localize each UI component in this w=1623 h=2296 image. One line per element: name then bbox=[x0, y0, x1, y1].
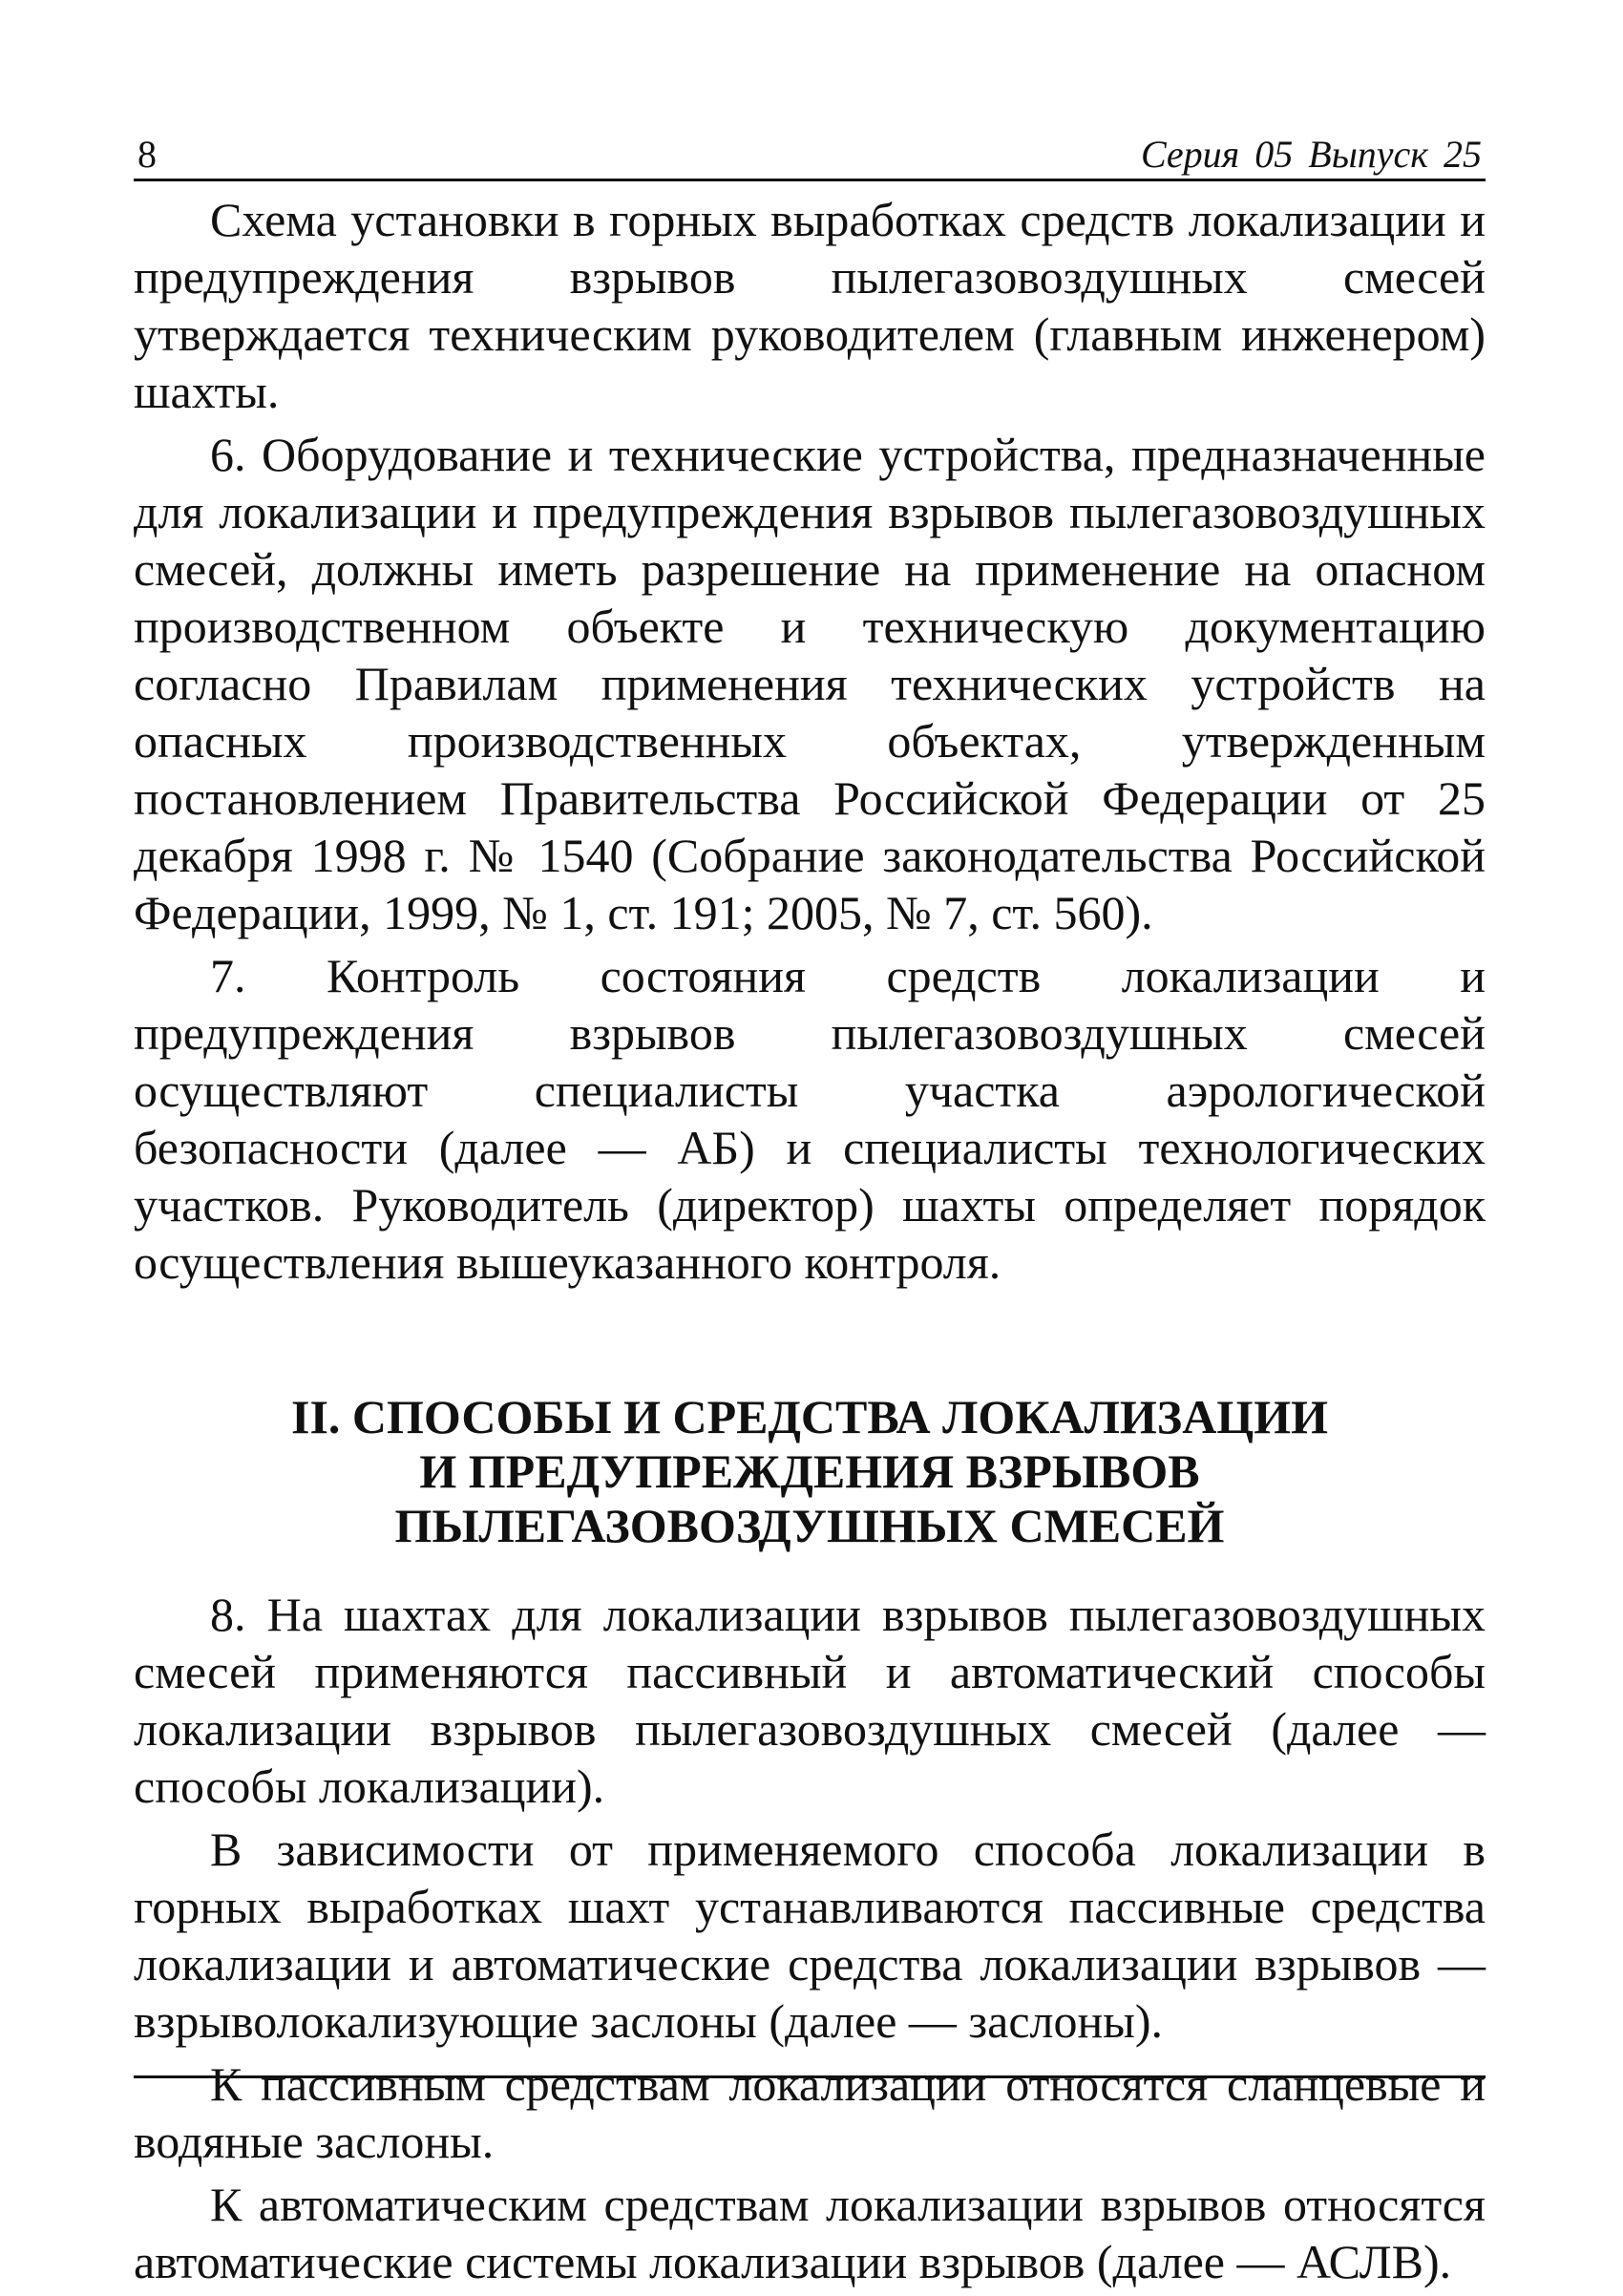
running-header bbox=[134, 129, 1486, 181]
paragraph-passive: К пассивным средствам локализации относятся сланцевые и водяные заслоны. bbox=[134, 2057, 1486, 2168]
series-issue-label: Серия 05 Выпуск 25 bbox=[1140, 133, 1482, 176]
section-heading-line: И ПРЕДУПРЕЖДЕНИЯ ВЗРЫВОВ bbox=[419, 1444, 1200, 1498]
paragraph-8: 8. На шахтах для локализации взрывов пылегазовоздушных смесей применяются пассивный и автоматический способы локализации взрывов пылегазовоздушных смесей (далее — способы локализации). bbox=[134, 1588, 1486, 1813]
paragraph-automatic: К автоматическим средствам локализации взрывов относятся автоматические системы локализации взрывов (далее — АСЛВ). bbox=[134, 2178, 1486, 2288]
document-page bbox=[134, 129, 1486, 2296]
paragraph-depending: В зависимости от применяемого способа локализации в горных выработках шахт устанавливаются пассивные средства локализации и автоматические средства локализации взрывов — взрыволокализующие заслоны (далее — заслоны). bbox=[134, 1822, 1486, 2048]
section-heading-line: ПЫЛЕГАЗОВОЗДУШНЫХ СМЕСЕЙ bbox=[394, 1499, 1225, 1552]
section-heading-line: II. СПОСОБЫ И СРЕДСТВА ЛОКАЛИЗАЦИИ bbox=[291, 1390, 1328, 1443]
paragraph-7: 7. Контроль состояния средств локализации и предупреждения взрывов пылегазовоздушных смесей осуществляют специалисты участка аэрологической безопасности (далее — АБ) и специалисты технологических участков. Руководитель (директор) шахты определяет порядок осуществления вышеуказанного контроля. bbox=[134, 949, 1486, 1289]
body-text bbox=[134, 191, 1486, 2290]
page-number: 8 bbox=[137, 133, 157, 176]
paragraph-6: 6. Оборудование и технические устройства, предназначенные для локализации и предупреждения взрывов пылегазовоздушных смесей, должны иметь разрешение на применение на опасном производственном объекте и техническую документацию согласно Правилам применения технических устройств на опасных производственных объектах, утвержденным постановлением Правительства Российской Федерации от 25 декабря 1998 г. № 1540 (Собрание законодательства Российской Федерации, 1999, № 1, ст. 191; 2005, № 7, ст. 560). bbox=[134, 428, 1486, 939]
footer-rule bbox=[134, 2075, 1486, 2078]
paragraph-scheme: Схема установки в горных выработках средств локализации и предупреждения взрывов пылегазовоздушных смесей утверждается техническим руководителем (главным инженером) шахты. bbox=[134, 193, 1486, 418]
section-heading bbox=[134, 1390, 1486, 1553]
